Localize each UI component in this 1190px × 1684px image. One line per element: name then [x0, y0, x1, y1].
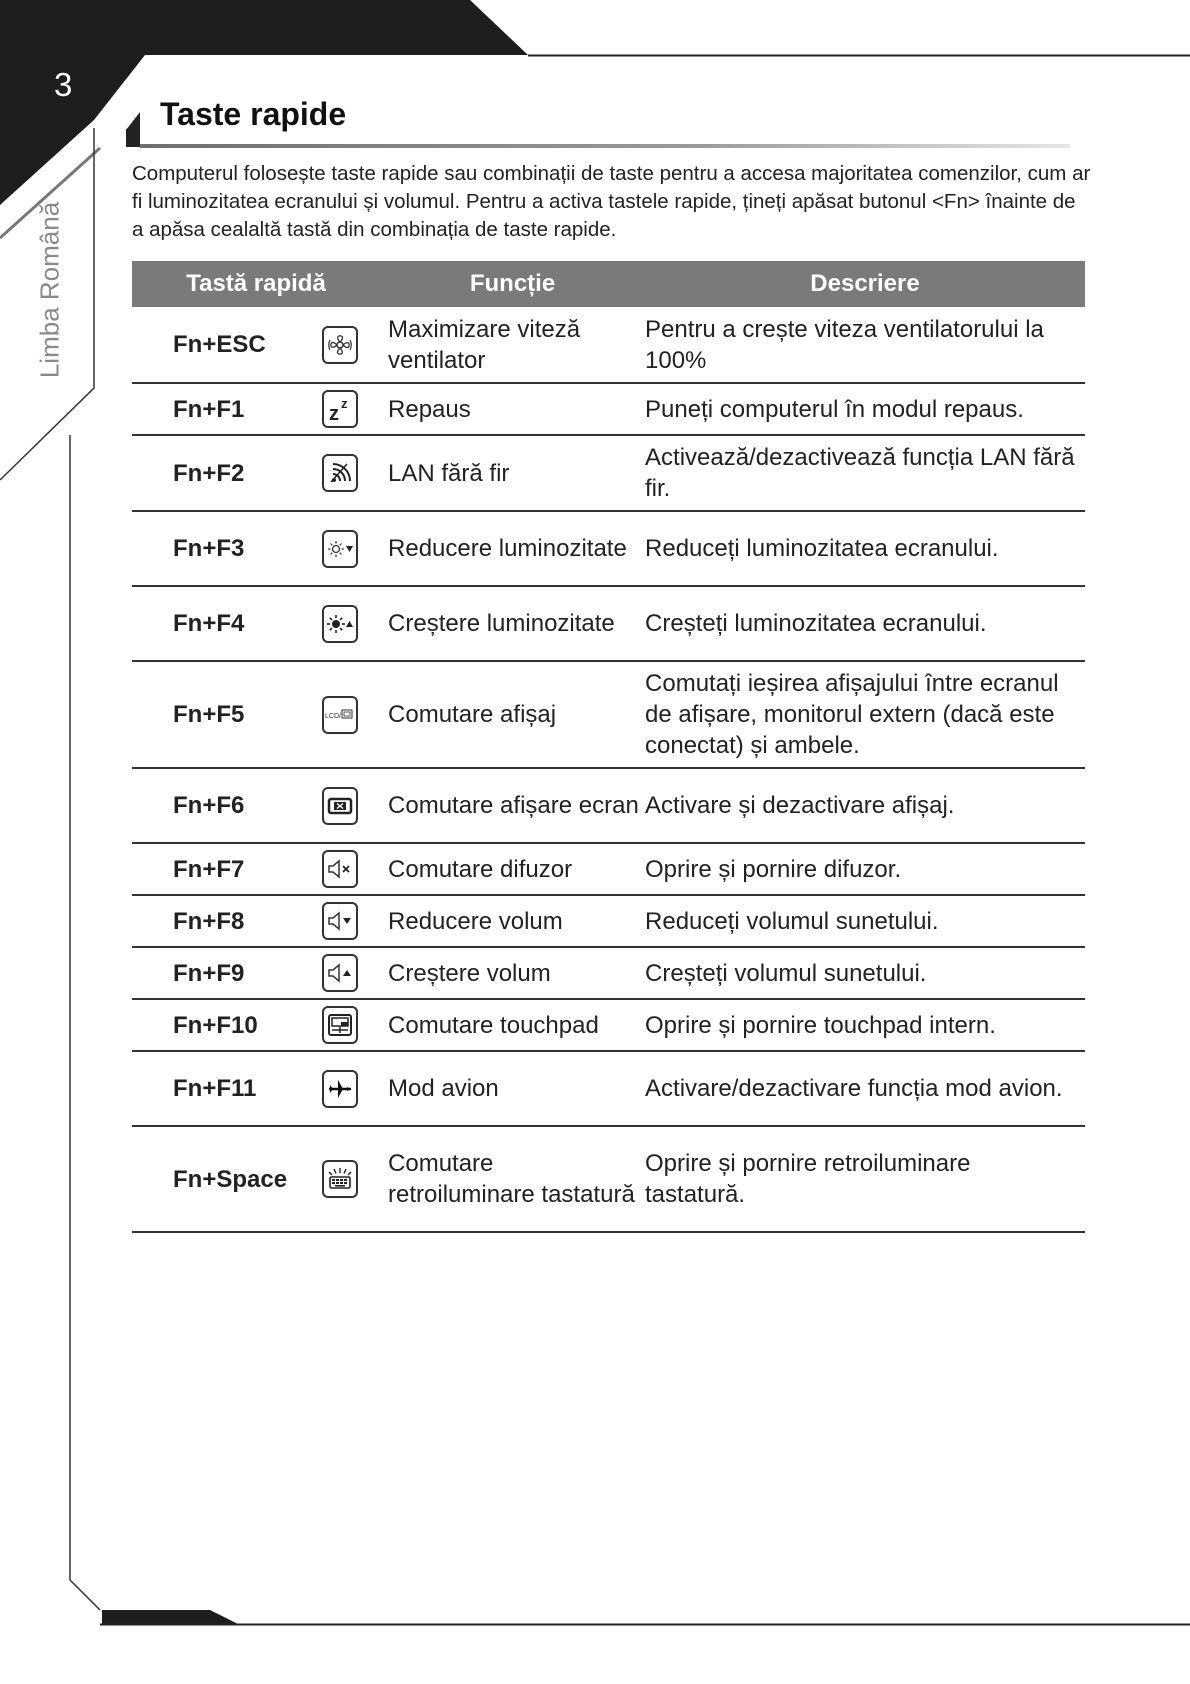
title-accent-bar	[126, 129, 140, 147]
volume-up-icon	[322, 954, 358, 992]
description: Oprire și pornire difuzor.	[645, 843, 1085, 895]
screen-toggle-icon	[322, 787, 358, 825]
table-row	[132, 511, 1085, 586]
hotkeys-table	[132, 261, 1085, 1233]
hotkey: Fn+F4	[132, 586, 313, 661]
svg-text:LCD/: LCD/	[325, 712, 341, 720]
intro-paragraph: Computerul folosește taste rapide sau combinații de taste pentru a accesa majoritatea comenzilor, cum ar fi luminozitatea ecranului și volumul. Pentru a activa tastele rapide, țineți apăsat butonul <Fn> înainte de a apăsa cealaltă tastă din combinația de taste rapide.	[132, 162, 1091, 241]
description: Comutați ieșirea afișajului între ecranul de afișare, monitorul extern (dacă este conectat) și ambele.	[645, 661, 1085, 768]
wireless-icon	[322, 454, 358, 492]
brightness-down-icon	[322, 530, 358, 568]
keyboard-backlight-icon	[322, 1160, 358, 1198]
description: Creșteți volumul sunetului.	[645, 947, 1085, 999]
function: Mod avion	[380, 1051, 645, 1126]
hotkey: Fn+F2	[132, 435, 313, 511]
table-row	[132, 586, 1085, 661]
function: Creștere luminozitate	[380, 586, 645, 661]
function: Comutare difuzor	[380, 843, 645, 895]
table-row	[132, 1051, 1085, 1126]
description: Activează/dezactivează funcția LAN fără fir.	[645, 435, 1085, 511]
description: Oprire și pornire touchpad intern.	[645, 999, 1085, 1051]
hotkey: Fn+F10	[132, 999, 313, 1051]
hotkey: Fn+F5	[132, 661, 313, 768]
table-row	[132, 999, 1085, 1051]
function: Creștere volum	[380, 947, 645, 999]
hotkey: Fn+F8	[132, 895, 313, 947]
sleep-icon	[322, 390, 358, 428]
description: Oprire și pornire retroiluminare tastatură.	[645, 1126, 1085, 1232]
description: Reduceți volumul sunetului.	[645, 895, 1085, 947]
function: Comutare afișare ecran	[380, 768, 645, 843]
hotkey: Fn+F1	[132, 383, 313, 435]
table-header-row	[132, 261, 1085, 307]
table-row	[132, 895, 1085, 947]
svg-text:z: z	[341, 396, 348, 411]
title-rule	[140, 144, 1070, 148]
section-title: Taste rapide	[160, 96, 347, 132]
header-function: Funcție	[380, 261, 645, 307]
description: Reduceți luminozitatea ecranului.	[645, 511, 1085, 586]
header-description: Descriere	[645, 261, 1085, 307]
description: Activare și dezactivare afișaj.	[645, 768, 1085, 843]
description: Puneți computerul în modul repaus.	[645, 383, 1085, 435]
airplane-icon	[322, 1070, 358, 1108]
table-row	[132, 843, 1085, 895]
table-row	[132, 947, 1085, 999]
function: Repaus	[380, 383, 645, 435]
volume-down-icon	[322, 902, 358, 940]
function: Comutare afișaj	[380, 661, 645, 768]
table-row	[132, 661, 1085, 768]
hotkey: Fn+F7	[132, 843, 313, 895]
function: Reducere volum	[380, 895, 645, 947]
table-row	[132, 307, 1085, 383]
hotkey: Fn+ESC	[132, 307, 313, 383]
brightness-up-icon	[322, 605, 358, 643]
table-row	[132, 435, 1085, 511]
fan-icon	[322, 326, 358, 364]
description: Activare/dezactivare funcția mod avion.	[645, 1051, 1085, 1126]
description: Pentru a crește viteza ventilatorului la 100%	[645, 307, 1085, 383]
function: Reducere luminozitate	[380, 511, 645, 586]
speaker-mute-icon	[322, 850, 358, 888]
function: LAN fără fir	[380, 435, 645, 511]
hotkey: Fn+F3	[132, 511, 313, 586]
section-header	[126, 96, 1086, 146]
header-hotkey: Tastă rapidă	[132, 261, 380, 307]
hotkey: Fn+F9	[132, 947, 313, 999]
touchpad-icon	[322, 1006, 358, 1044]
display-switch-icon	[322, 696, 358, 734]
hotkey: Fn+F6	[132, 768, 313, 843]
function: Comutare retroiluminare tastatură	[380, 1126, 645, 1232]
table-row	[132, 1126, 1085, 1232]
function: Maximizare viteză ventilator	[380, 307, 645, 383]
table-row	[132, 768, 1085, 843]
hotkey: Fn+Space	[132, 1126, 313, 1232]
description: Creșteți luminozitatea ecranului.	[645, 586, 1085, 661]
title-accent	[126, 112, 140, 130]
function: Comutare touchpad	[380, 999, 645, 1051]
language-side-label: Limba Română	[34, 201, 65, 379]
hotkey: Fn+F11	[132, 1051, 313, 1126]
table-row	[132, 383, 1085, 435]
svg-text:z: z	[329, 403, 339, 423]
page-number: 3	[54, 66, 73, 103]
